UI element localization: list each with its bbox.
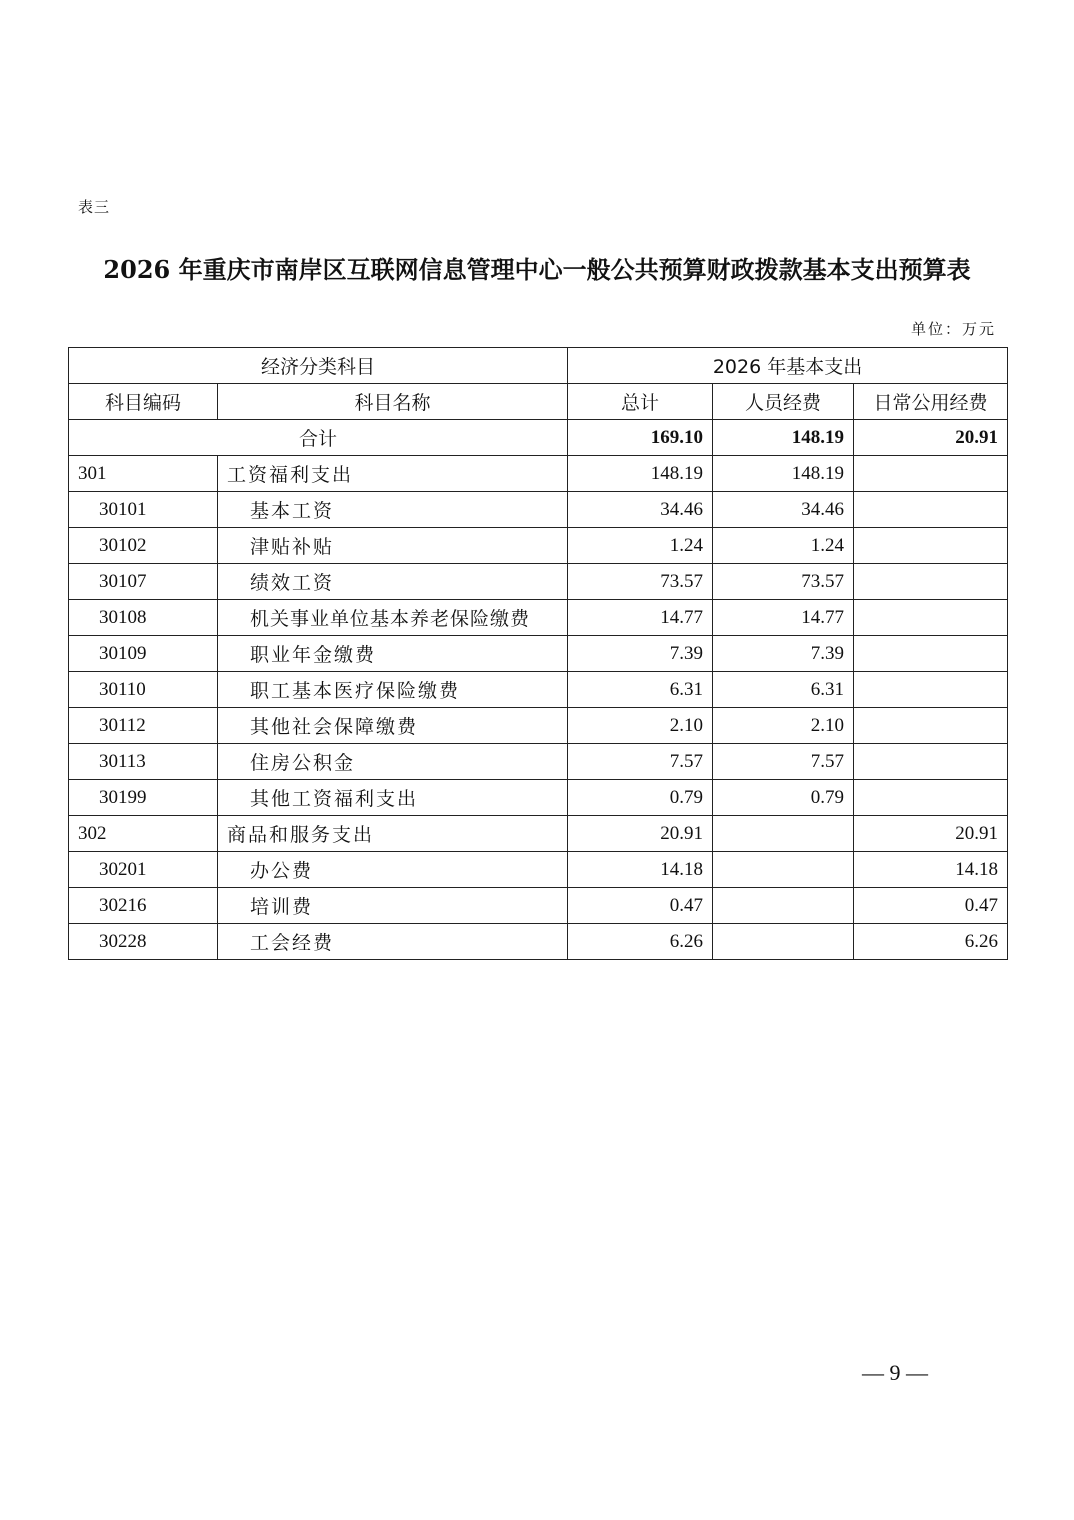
row-personnel: 7.57: [713, 744, 854, 780]
row-total: 20.91: [568, 816, 713, 852]
row-name: 职业年金缴费: [218, 636, 568, 672]
row-personnel: 7.39: [713, 636, 854, 672]
header-year-expenditure: 2026 年基本支出: [568, 348, 1008, 384]
table-row: [69, 600, 1008, 636]
row-total: 148.19: [568, 456, 713, 492]
row-personnel: 1.24: [713, 528, 854, 564]
row-code: 30101: [69, 492, 218, 528]
total-label: 合计: [69, 420, 568, 456]
table-row: [69, 816, 1008, 852]
row-public: 0.47: [854, 888, 1008, 924]
row-total: 0.79: [568, 780, 713, 816]
row-public: [854, 708, 1008, 744]
row-code: 30216: [69, 888, 218, 924]
row-public: [854, 492, 1008, 528]
row-personnel: 148.19: [713, 456, 854, 492]
row-code: 302: [69, 816, 218, 852]
row-name: 其他社会保障缴费: [218, 708, 568, 744]
row-name: 工会经费: [218, 924, 568, 960]
table-label: 表三: [78, 198, 111, 216]
page-number: — 9 —: [862, 1360, 928, 1385]
row-personnel: [713, 924, 854, 960]
row-public: [854, 456, 1008, 492]
row-public: [854, 600, 1008, 636]
row-code: 30110: [69, 672, 218, 708]
table-row: [69, 888, 1008, 924]
row-code: 30108: [69, 600, 218, 636]
row-name: 职工基本医疗保险缴费: [218, 672, 568, 708]
row-code: 30201: [69, 852, 218, 888]
row-total: 6.31: [568, 672, 713, 708]
row-name: 办公费: [218, 852, 568, 888]
row-code: 30113: [69, 744, 218, 780]
row-code: 30228: [69, 924, 218, 960]
header-row-1: [69, 348, 1008, 384]
page-title: 2026 年重庆市南岸区互联网信息管理中心一般公共预算财政拨款基本支出预算表: [103, 255, 971, 284]
col-header-total: 总计: [568, 384, 713, 420]
table-row: [69, 780, 1008, 816]
row-name: 住房公积金: [218, 744, 568, 780]
table-row: [69, 492, 1008, 528]
row-personnel: [713, 888, 854, 924]
table-row: [69, 636, 1008, 672]
row-personnel: [713, 816, 854, 852]
total-public: 20.91: [854, 420, 1008, 456]
row-personnel: 34.46: [713, 492, 854, 528]
row-total: 1.24: [568, 528, 713, 564]
row-total: 6.26: [568, 924, 713, 960]
row-code: 30112: [69, 708, 218, 744]
row-total: 2.10: [568, 708, 713, 744]
table-row: [69, 852, 1008, 888]
total-row: [69, 420, 1008, 456]
table-row: [69, 528, 1008, 564]
row-personnel: 14.77: [713, 600, 854, 636]
row-personnel: 0.79: [713, 780, 854, 816]
total-personnel: 148.19: [713, 420, 854, 456]
row-code: 30109: [69, 636, 218, 672]
row-personnel: 2.10: [713, 708, 854, 744]
table-row: [69, 564, 1008, 600]
row-name: 基本工资: [218, 492, 568, 528]
row-personnel: 6.31: [713, 672, 854, 708]
row-name: 工资福利支出: [218, 456, 568, 492]
row-public: 20.91: [854, 816, 1008, 852]
row-total: 7.39: [568, 636, 713, 672]
row-personnel: 73.57: [713, 564, 854, 600]
row-name: 津贴补贴: [218, 528, 568, 564]
row-public: [854, 672, 1008, 708]
table-row: [69, 672, 1008, 708]
row-code: 301: [69, 456, 218, 492]
row-public: 14.18: [854, 852, 1008, 888]
row-public: [854, 564, 1008, 600]
row-total: 0.47: [568, 888, 713, 924]
table-row: [69, 708, 1008, 744]
row-public: 6.26: [854, 924, 1008, 960]
row-code: 30102: [69, 528, 218, 564]
row-name: 机关事业单位基本养老保险缴费: [218, 600, 568, 636]
row-name: 绩效工资: [218, 564, 568, 600]
row-total: 14.18: [568, 852, 713, 888]
budget-table: [68, 347, 1008, 960]
col-header-code: 科目编码: [69, 384, 218, 420]
row-name: 培训费: [218, 888, 568, 924]
unit-note: 单位：万元: [910, 320, 996, 338]
header-row-2: [69, 384, 1008, 420]
row-public: [854, 780, 1008, 816]
table-row: [69, 744, 1008, 780]
row-public: [854, 744, 1008, 780]
table-row: [69, 924, 1008, 960]
header-econ-category: 经济分类科目: [69, 348, 568, 384]
row-personnel: [713, 852, 854, 888]
row-total: 7.57: [568, 744, 713, 780]
row-public: [854, 636, 1008, 672]
row-public: [854, 528, 1008, 564]
col-header-name: 科目名称: [218, 384, 568, 420]
col-header-personnel: 人员经费: [713, 384, 854, 420]
total-amount: 169.10: [568, 420, 713, 456]
table-row: [69, 456, 1008, 492]
row-total: 14.77: [568, 600, 713, 636]
row-code: 30107: [69, 564, 218, 600]
row-name: 商品和服务支出: [218, 816, 568, 852]
row-total: 34.46: [568, 492, 713, 528]
col-header-public: 日常公用经费: [854, 384, 1008, 420]
row-name: 其他工资福利支出: [218, 780, 568, 816]
row-code: 30199: [69, 780, 218, 816]
row-total: 73.57: [568, 564, 713, 600]
